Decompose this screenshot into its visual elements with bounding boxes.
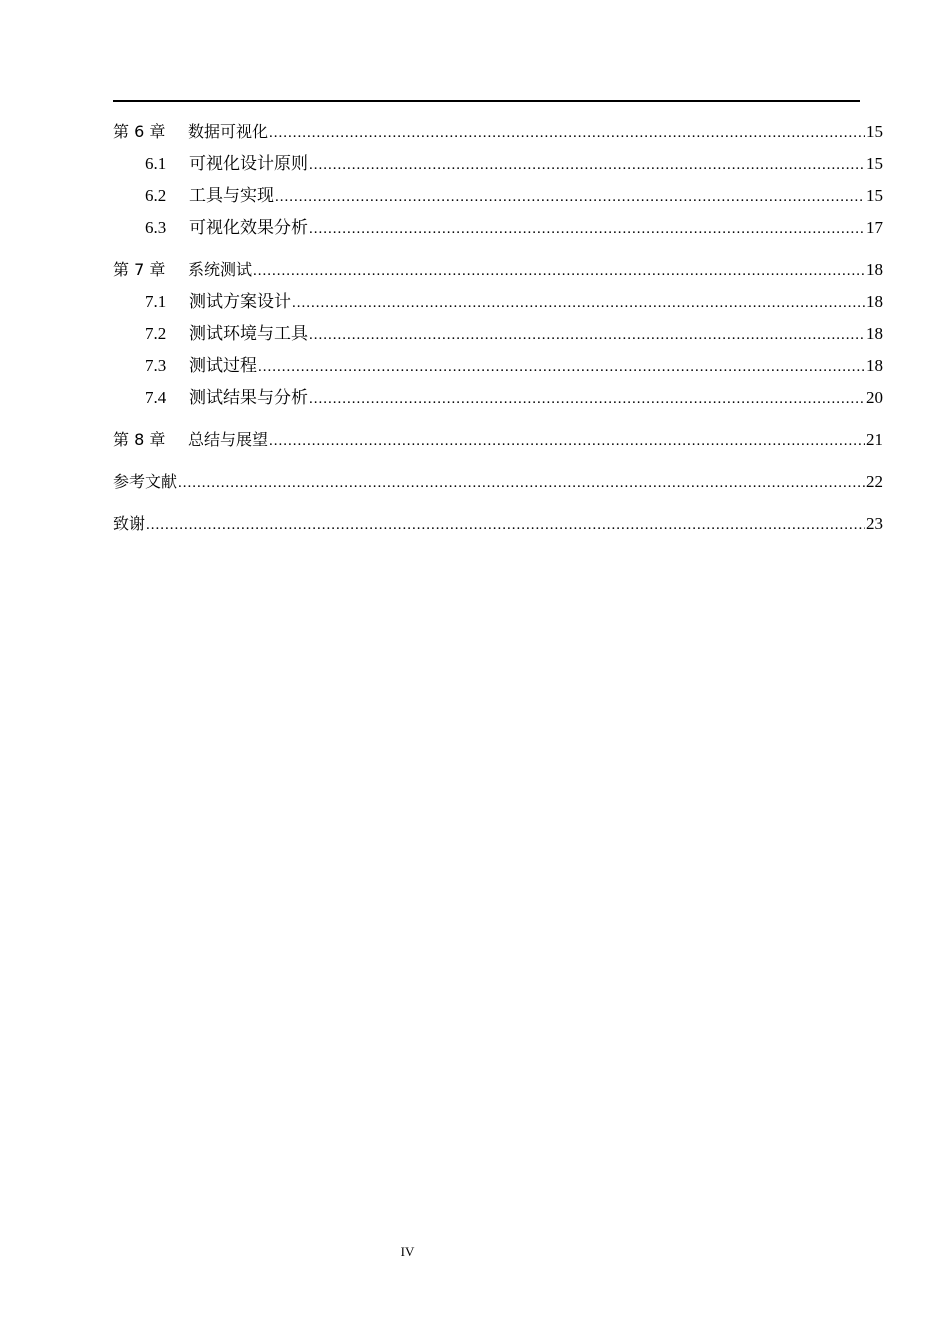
toc-entry-page: 23 bbox=[866, 514, 883, 533]
toc-entry-number: 6.3 bbox=[145, 218, 167, 237]
toc-entry-page: 21 bbox=[866, 430, 883, 449]
toc-acknowledgements[interactable] bbox=[113, 511, 883, 543]
toc-entry-title: 工具与实现 bbox=[189, 186, 274, 205]
toc-section-7-4[interactable] bbox=[113, 385, 883, 417]
toc-entry-number: 7.3 bbox=[145, 356, 167, 375]
toc-entry-title: 参考文献 bbox=[113, 472, 178, 491]
dot-leader bbox=[178, 470, 865, 496]
toc-entry-number: 7.2 bbox=[145, 324, 167, 343]
toc-entry-title: 可视化效果分析 bbox=[189, 218, 308, 237]
toc-section-7-1[interactable] bbox=[113, 289, 883, 321]
dot-leader bbox=[292, 290, 865, 316]
dot-leader bbox=[258, 354, 865, 380]
toc-entry-number: 7.4 bbox=[145, 388, 167, 407]
toc-entry-title: 测试过程 bbox=[189, 356, 257, 375]
toc-section-6-3[interactable] bbox=[113, 215, 883, 247]
toc-entry-title: 系统测试 bbox=[188, 260, 253, 279]
dot-leader bbox=[275, 184, 865, 210]
toc-entry-number: 6.2 bbox=[145, 186, 167, 205]
toc-entry-page: 18 bbox=[866, 292, 883, 311]
dot-leader bbox=[146, 512, 865, 538]
toc-entry-page: 20 bbox=[866, 388, 883, 407]
toc-entry-title: 测试结果与分析 bbox=[189, 388, 308, 407]
dot-leader bbox=[269, 428, 865, 454]
toc-chapter-8[interactable] bbox=[113, 427, 883, 459]
header-rule bbox=[113, 100, 860, 102]
toc-entry-title: 可视化设计原则 bbox=[189, 154, 308, 173]
toc-chapter-7[interactable] bbox=[113, 257, 883, 289]
toc-entry-page: 15 bbox=[866, 154, 883, 173]
dot-leader bbox=[253, 258, 865, 284]
toc-section-7-3[interactable] bbox=[113, 353, 883, 385]
toc-entry-page: 17 bbox=[866, 218, 883, 237]
toc-entry-page: 15 bbox=[866, 186, 883, 205]
toc-chapter-6[interactable] bbox=[113, 119, 883, 151]
toc-entry-title: 测试环境与工具 bbox=[189, 324, 308, 343]
dot-leader bbox=[309, 386, 865, 412]
toc-section-6-2[interactable] bbox=[113, 183, 883, 215]
toc-entry-title: 总结与展望 bbox=[188, 430, 269, 449]
dot-leader bbox=[309, 152, 865, 178]
page-number-footer: IV bbox=[400, 1244, 415, 1259]
toc-entry-page: 18 bbox=[866, 356, 883, 375]
toc-entry-title: 致谢 bbox=[113, 514, 146, 533]
toc-entry-page: 22 bbox=[866, 472, 883, 491]
toc-entry-number: 7.1 bbox=[145, 292, 167, 311]
toc-entry-title: 测试方案设计 bbox=[189, 292, 291, 311]
toc-entry-number: 第 7 章 bbox=[113, 260, 166, 279]
toc-entry-page: 15 bbox=[866, 122, 883, 141]
toc-entry-page: 18 bbox=[866, 324, 883, 343]
toc-section-6-1[interactable] bbox=[113, 151, 883, 183]
toc-entry-page: 18 bbox=[866, 260, 883, 279]
toc-entry-title: 数据可视化 bbox=[188, 122, 269, 141]
toc-section-7-2[interactable] bbox=[113, 321, 883, 353]
dot-leader bbox=[309, 216, 865, 242]
toc-entry-number: 6.1 bbox=[145, 154, 167, 173]
table-of-contents bbox=[113, 119, 883, 543]
toc-entry-number: 第 8 章 bbox=[113, 430, 166, 449]
toc-entry-number: 第 6 章 bbox=[113, 122, 166, 141]
dot-leader bbox=[309, 322, 865, 348]
dot-leader bbox=[269, 120, 865, 146]
toc-references[interactable] bbox=[113, 469, 883, 501]
